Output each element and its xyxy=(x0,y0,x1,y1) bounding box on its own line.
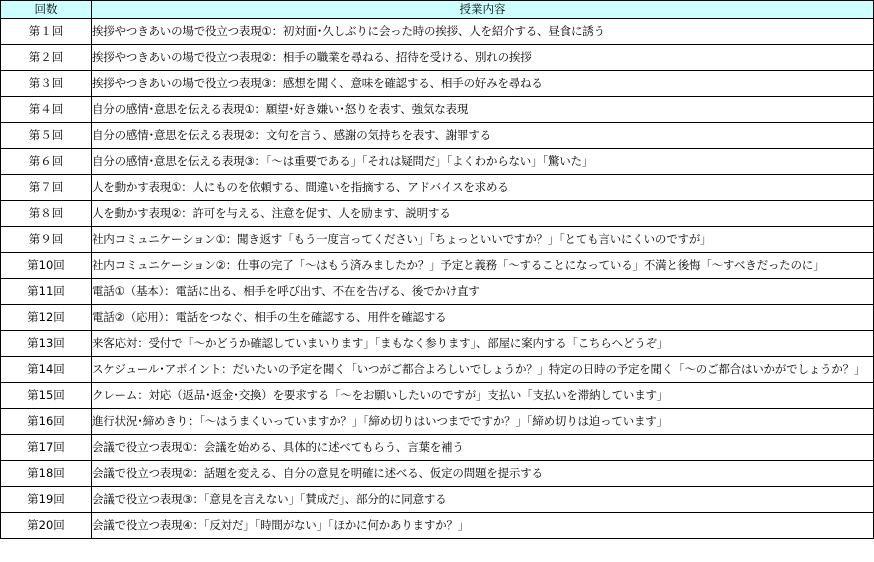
session-content: 挨拶やつきあいの場で役立つ表現②：相手の職業を尋ねる、招待を受ける、別れの挨拶 xyxy=(92,45,874,71)
session-number: 第16回 xyxy=(1,409,92,435)
table-row xyxy=(1,357,874,383)
table-row xyxy=(1,175,874,201)
session-number: 第12回 xyxy=(1,305,92,331)
session-number: 第17回 xyxy=(1,435,92,461)
session-number: 第18回 xyxy=(1,461,92,487)
table-row xyxy=(1,227,874,253)
session-number: 第15回 xyxy=(1,383,92,409)
session-number: 第８回 xyxy=(1,201,92,227)
table-row xyxy=(1,149,874,175)
session-content: 進行状況･締めきり：「～はうまくいっていますか？」「締め切りはいつまでですか？」「締め切りは迫っています」 xyxy=(92,409,874,435)
session-content: 社内コミュニケーション①：聞き返す「もう一度言ってください」「ちょっといいですか？」「とても言いにくいのですが」 xyxy=(92,227,874,253)
table-row xyxy=(1,45,874,71)
session-number: 第７回 xyxy=(1,175,92,201)
table-row xyxy=(1,435,874,461)
session-number: 第11回 xyxy=(1,279,92,305)
session-content: 会議で役立つ表現③：「意見を言えない」「賛成だ」、部分的に同意する xyxy=(92,487,874,513)
table-row xyxy=(1,513,874,539)
session-number: 第５回 xyxy=(1,123,92,149)
session-number: 第２回 xyxy=(1,45,92,71)
table-row xyxy=(1,123,874,149)
session-content: 人を動かす表現①：人にものを依頼する、間違いを指摘する、アドバイスを求める xyxy=(92,175,874,201)
session-number: 第10回 xyxy=(1,253,92,279)
table-row xyxy=(1,97,874,123)
table-row xyxy=(1,409,874,435)
session-content: 電話①（基本）：電話に出る、相手を呼び出す、不在を告げる、後でかけ直す xyxy=(92,279,874,305)
session-number: 第20回 xyxy=(1,513,92,539)
table-row xyxy=(1,487,874,513)
table-row xyxy=(1,279,874,305)
session-content: 会議で役立つ表現④：「反対だ」「時間がない」「ほかに何かありますか？」 xyxy=(92,513,874,539)
session-content: 人を動かす表現②：許可を与える、注意を促す、人を励ます、説明する xyxy=(92,201,874,227)
session-number: 第３回 xyxy=(1,71,92,97)
session-number: 第９回 xyxy=(1,227,92,253)
table-row xyxy=(1,71,874,97)
session-content: 電話②（応用）：電話をつなぐ、相手の生を確認する、用件を確認する xyxy=(92,305,874,331)
session-number: 第４回 xyxy=(1,97,92,123)
session-content: 会議で役立つ表現②：話題を変える、自分の意見を明確に述べる、仮定の問題を提示する xyxy=(92,461,874,487)
session-number: 第６回 xyxy=(1,149,92,175)
header-class-content: 授業内容 xyxy=(92,1,874,19)
session-number: 第13回 xyxy=(1,331,92,357)
table-row xyxy=(1,331,874,357)
header-session-number: 回数 xyxy=(1,1,92,19)
session-content: クレーム：対応（返品･返金･交換）を要求する「～をお願いしたいのですが」支払い「支払いを滞納しています」 xyxy=(92,383,874,409)
session-content: スケジュール･アポイント：だいたいの予定を聞く「いつがご都合よろしいでしょうか？」特定の日時の予定を聞く「～のご都合はいかがでしょうか？」 xyxy=(92,357,874,383)
table-row xyxy=(1,461,874,487)
table-row xyxy=(1,19,874,45)
table-row xyxy=(1,253,874,279)
session-content: 会議で役立つ表現①：会議を始める、具体的に述べてもらう、言葉を補う xyxy=(92,435,874,461)
session-content: 社内コミュニケーション②：仕事の完了「～はもう済みましたか？」予定と義務「～することになっている」不満と後悔「～すべきだったのに」 xyxy=(92,253,874,279)
session-content: 自分の感情･意思を伝える表現①：願望･好き嫌い･怒りを表す、強気な表現 xyxy=(92,97,874,123)
table-row xyxy=(1,305,874,331)
session-content: 挨拶やつきあいの場で役立つ表現③：感想を聞く、意味を確認する、相手の好みを尋ねる xyxy=(92,71,874,97)
session-content: 自分の感情･意思を伝える表現②：文句を言う、感謝の気持ちを表す、謝罪する xyxy=(92,123,874,149)
table-row xyxy=(1,201,874,227)
session-number: 第14回 xyxy=(1,357,92,383)
session-number: 第19回 xyxy=(1,487,92,513)
session-number: 第１回 xyxy=(1,19,92,45)
session-content: 自分の感情･意思を伝える表現③：「～は重要である」「それは疑問だ」「よくわからない」「驚いた」 xyxy=(92,149,874,175)
table-row xyxy=(1,383,874,409)
session-content: 挨拶やつきあいの場で役立つ表現①：初対面･久しぶりに会った時の挨拶、人を紹介する、昼食に誘う xyxy=(92,19,874,45)
table-header-row xyxy=(1,1,874,19)
session-content: 来客応対：受付で「～かどうか確認していまいります」「まもなく参ります」、部屋に案内する「こちらへどうぞ」 xyxy=(92,331,874,357)
